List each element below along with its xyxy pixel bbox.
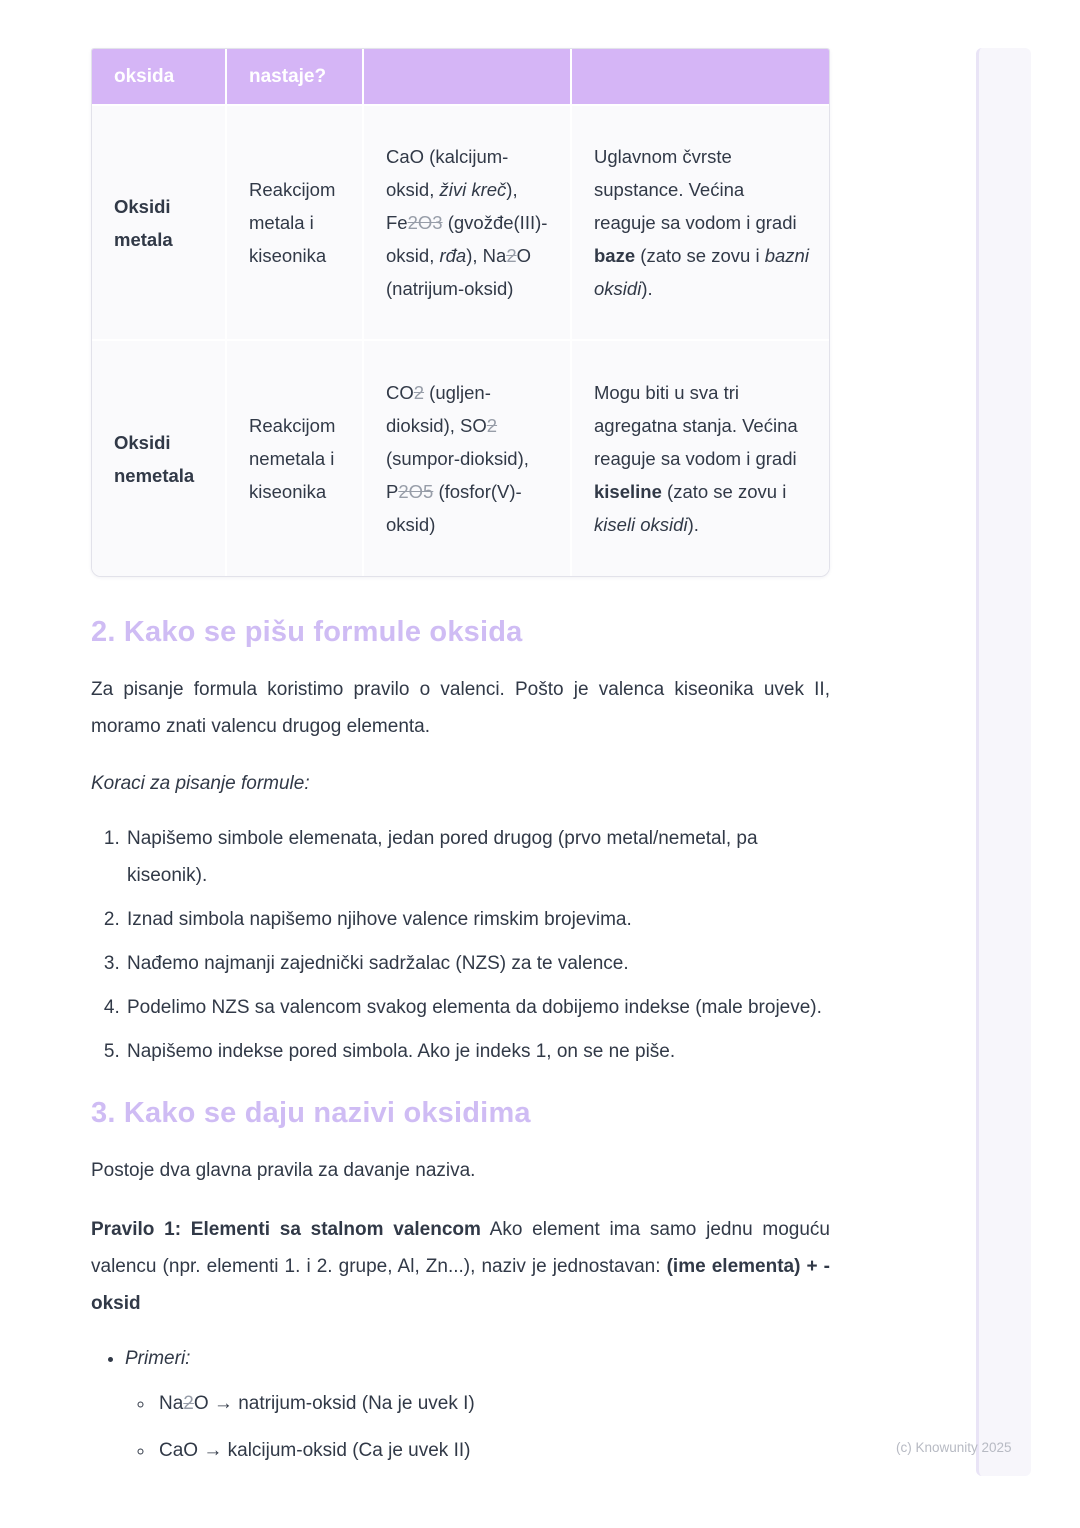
formula-steps-list: [91, 820, 830, 1070]
table-cell-row2-formation: Reakcijom nemetala i kiseonika: [227, 341, 362, 576]
section-heading-formulas: 2. Kako se pišu formule oksida: [91, 616, 523, 648]
table-cell-row2-name: Oksidi nemetala: [92, 341, 225, 576]
copyright-notice: (c) Knowunity 2025: [896, 1440, 1012, 1455]
naming-intro-paragraph: Postoje dva glavna pravila za davanje naziva.: [91, 1160, 476, 1181]
table-header-cell-type: oksida: [92, 49, 225, 104]
table-header-cell-properties: [572, 49, 830, 104]
examples-sublist: [125, 1385, 830, 1469]
table-header-cell-examples: [364, 49, 570, 104]
list-item: 4. Podelimo NZS sa valencom svakog elementa da dobijemo indekse (male brojeve).: [125, 989, 830, 1026]
table-cell-row1-name: Oksidi metala: [92, 106, 225, 339]
list-item: 3. Nađemo najmanji zajednički sadržalac (NZS) za te valence.: [125, 945, 830, 982]
examples-list: [91, 1340, 830, 1469]
rule1-paragraph: Pravilo 1: Elementi sa stalnom valencom Ako element ima samo jednu moguću valencu (npr. elementi 1. i 2. grupe, Al, Zn...), naziv je jednostavan: (ime elementa) + -oksid: [91, 1219, 830, 1314]
formulas-intro-paragraph: Za pisanje formula koristimo pravilo o valenci. Pošto je valenca kiseonika uvek II, moramo znati valencu drugog elementa.: [91, 679, 830, 737]
list-item: 2. Iznad simbola napišemo njihove valence rimskim brojevima.: [125, 901, 830, 938]
table-cell-row1-properties: Uglavnom čvrste supstance. Većina reaguje sa vodom i gradi baze (zato se zovu i bazni oksidi).: [572, 106, 830, 339]
page-content: [91, 0, 830, 1479]
oxides-table: [91, 48, 830, 577]
steps-label: Koraci za pisanje formule:: [91, 773, 310, 794]
section-heading-naming: 3. Kako se daju nazivi oksidima: [91, 1097, 531, 1129]
list-item: ◦ CaO → kalcijum-oksid (Ca je uvek II): [155, 1432, 830, 1469]
table-cell-row1-examples: CaO (kalcijum-oksid, živi kreč), Fe2O3 (gvožđe(III)-oksid, rđa), Na2O (natrijum-oksid): [364, 106, 570, 339]
adjacent-page-edge: [976, 48, 1031, 1476]
examples-label: Primeri:: [125, 1348, 191, 1369]
list-item: [125, 1340, 830, 1469]
table-header-cell-formation: nastaje?: [227, 49, 362, 104]
list-item: ◦ Na2O → natrijum-oksid (Na je uvek I): [155, 1385, 830, 1422]
table-cell-row2-examples: CO2 (ugljen-dioksid), SO2 (sumpor-dioksid), P2O5 (fosfor(V)-oksid): [364, 341, 570, 576]
list-item: 1. Napišemo simbole elemenata, jedan pored drugog (prvo metal/nemetal, pa kiseonik).: [125, 820, 830, 894]
table-cell-row1-formation: Reakcijom metala i kiseonika: [227, 106, 362, 339]
table-cell-row2-properties: Mogu biti u sva tri agregatna stanja. Većina reaguje sa vodom i gradi kiseline (zato se zovu i kiseli oksidi).: [572, 341, 830, 576]
list-item: 5. Napišemo indekse pored simbola. Ako je indeks 1, on se ne piše.: [125, 1033, 830, 1070]
